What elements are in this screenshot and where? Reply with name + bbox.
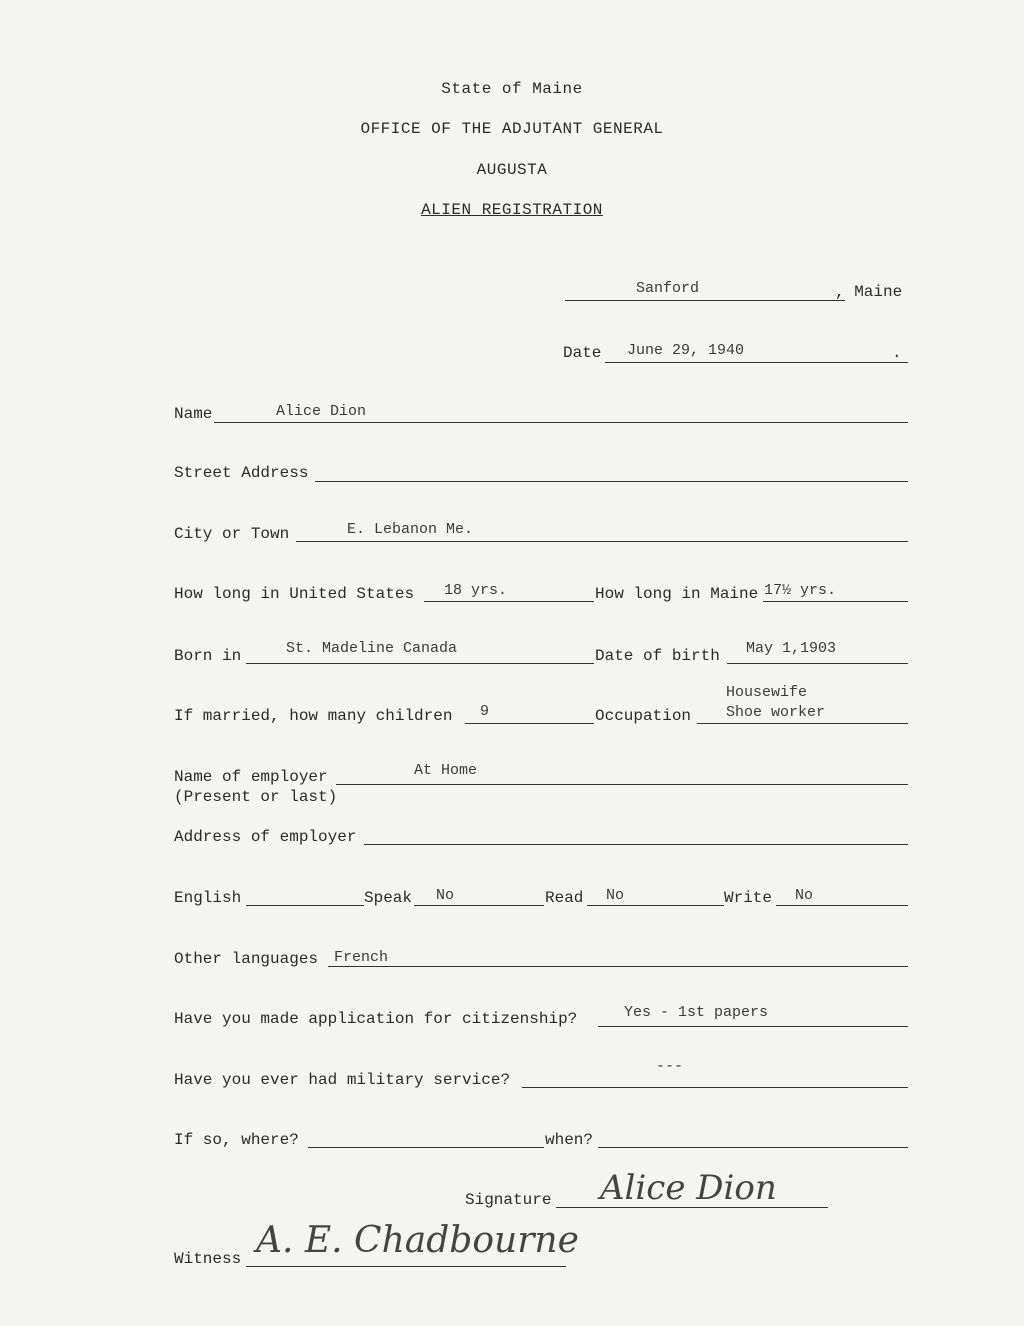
occupation-value-1: Housewife (726, 684, 808, 701)
occupation-label: Occupation (595, 707, 692, 725)
speak-label: Speak (364, 889, 413, 907)
when-line (598, 1147, 908, 1148)
form-title: ALIEN REGISTRATION (421, 201, 603, 219)
city-value: E. Lebanon Me. (347, 521, 474, 538)
header-office: OFFICE OF THE ADJUTANT GENERAL (360, 120, 664, 138)
born-in-line (246, 663, 594, 664)
birth-date-line (727, 663, 908, 664)
maine-years-label: How long in Maine (595, 585, 759, 603)
header-state: State of Maine (441, 80, 583, 98)
birth-date-label: Date of birth (595, 647, 720, 665)
date-label: Date (563, 344, 602, 362)
military-value: --- (656, 1058, 684, 1075)
signature-label: Signature (465, 1191, 552, 1209)
when-label: when? (545, 1131, 594, 1149)
citizenship-label: Have you made application for citizenship? (174, 1010, 578, 1028)
street-line (315, 481, 908, 482)
where-label: If so, where? (174, 1131, 299, 1149)
location-value: Sanford (636, 280, 700, 297)
signature-value: Alice Dion (600, 1168, 777, 1208)
date-line (605, 362, 908, 363)
date-value: June 29, 1940 (627, 342, 745, 359)
military-line (522, 1087, 908, 1088)
military-label: Have you ever had military service? (174, 1071, 511, 1089)
witness-value: A. E. Chadbourne (256, 1220, 579, 1261)
maine-years-value: 17½ yrs. (764, 582, 837, 599)
read-value: No (606, 887, 625, 904)
write-value: No (795, 887, 814, 904)
us-years-value: 18 yrs. (444, 582, 508, 599)
city-line (296, 541, 908, 542)
name-value: Alice Dion (276, 403, 367, 420)
citizenship-value: Yes - 1st papers (624, 1004, 769, 1021)
where-line (308, 1147, 544, 1148)
other-languages-label: Other languages (174, 950, 319, 968)
english-label: English (174, 889, 242, 907)
date-end: . (892, 344, 902, 362)
write-line (776, 905, 908, 906)
born-in-value: St. Madeline Canada (286, 640, 458, 657)
employer-sublabel: (Present or last) (174, 788, 338, 806)
read-label: Read (545, 889, 584, 907)
street-label: Street Address (174, 464, 309, 482)
employer-address-label: Address of employer (174, 828, 357, 846)
born-in-label: Born in (174, 647, 242, 665)
occupation-line (697, 723, 908, 724)
occupation-value-2: Shoe worker (726, 704, 826, 721)
children-value: 9 (480, 703, 490, 720)
name-label: Name (174, 405, 213, 423)
employer-address-line (364, 844, 908, 845)
birth-date-value: May 1,1903 (746, 640, 837, 657)
speak-line (414, 905, 544, 906)
employer-label: Name of employer (174, 768, 328, 786)
employer-value: At Home (414, 762, 478, 779)
children-line (465, 723, 594, 724)
us-years-line (424, 601, 594, 602)
header-city: AUGUSTA (476, 161, 548, 179)
other-languages-value: French (334, 949, 389, 966)
citizenship-line (598, 1026, 908, 1027)
location-suffix: , Maine (835, 283, 903, 301)
witness-label: Witness (174, 1250, 242, 1268)
location-line (565, 300, 845, 301)
english-line (246, 905, 364, 906)
employer-line (336, 784, 908, 785)
write-label: Write (724, 889, 773, 907)
maine-years-line (763, 601, 908, 602)
read-line (587, 905, 724, 906)
name-line (214, 422, 908, 423)
us-years-label: How long in United States (174, 585, 415, 603)
children-label: If married, how many children (174, 707, 453, 725)
speak-value: No (436, 887, 455, 904)
other-languages-line (328, 966, 908, 967)
witness-line (246, 1266, 566, 1267)
city-label: City or Town (174, 525, 290, 543)
